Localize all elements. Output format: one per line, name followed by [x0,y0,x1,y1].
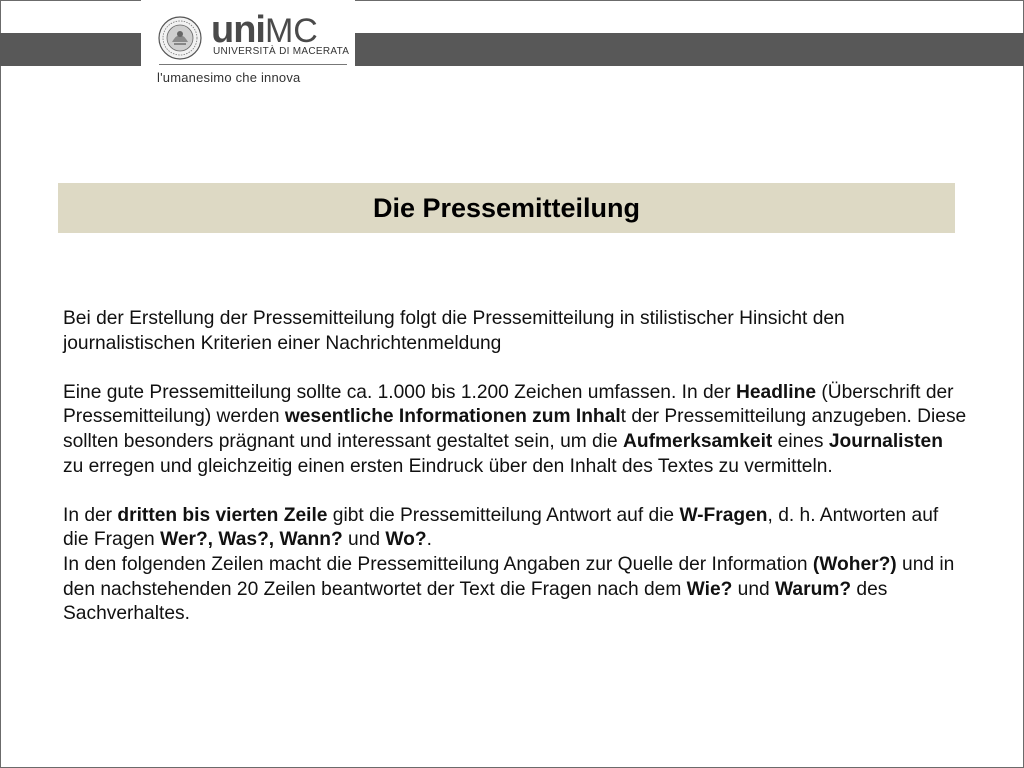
bold-run: Wo? [385,529,427,551]
paragraph-gap [63,479,968,504]
text-run: gibt die Pressemitteilung Antwort auf die [327,504,680,526]
bold-run: Warum? [775,578,852,600]
text-run: t der Pressemitteilung anzugeben. Diese sollten besonders prägnant und interessant gestaltet sein, um die [63,406,967,452]
paragraph-3 [63,504,968,553]
text-run: In der [63,504,118,526]
header-band-left [0,33,141,66]
text-run: und in den nachstehenden 20 Zeilen beantwortet der Text die Fragen nach dem [63,553,955,600]
bold-run: Wer?, Was?, Wann? [160,529,343,551]
university-seal-icon [158,16,202,60]
bold-run: W-Fragen [679,504,768,526]
bold-run: Journalisten [828,430,943,452]
paragraph-2 [63,381,968,479]
text-run: . [426,529,432,551]
bold-run: Headline [736,381,816,403]
bold-run: dritten bis vierten Zeile [117,504,328,526]
title-bar [58,183,955,233]
page-title: Die Pressemitteilung [372,192,641,223]
header-band-right [355,33,1024,66]
logo-university-name: UNIVERSITÀ DI MACERATA [213,46,350,57]
text-run: Eine gute Pressemitteilung sollte ca. 1.000 bis 1.200 Zeichen umfassen. In der [63,381,737,403]
text-run: des Sachverhaltes. [63,578,888,625]
bold-run: wesentliche Informationen zum Inhal [284,406,621,428]
logo-wordmark [211,9,318,51]
logo-brand-light: MC [264,12,318,50]
logo-brand-bold: uni [211,9,265,51]
text-run: und [732,578,776,600]
bold-run: Wie? [686,578,733,600]
text-run: , d. h. Antworten auf die Fragen [63,504,939,551]
logo-tagline: l'umanesimo che innova [157,70,301,85]
body-text [63,307,968,627]
paragraph-gap [63,356,968,381]
text-run: zu erregen und gleichzeitig einen ersten Eindruck über den Inhalt des Textes zu vermitteln. [63,455,833,477]
bold-run: Aufmerksamkeit [623,430,773,452]
paragraph-4 [63,553,968,627]
bold-run: (Woher?) [812,553,897,575]
logo-divider [159,64,347,65]
text-run: eines [772,430,829,452]
university-logo [141,0,355,92]
paragraph-1: Bei der Erstellung der Pressemitteilung folgt die Pressemitteilung in stilistischer Hinsicht den journalistischen Kriterien einer Nachrichtenmeldung [63,308,845,354]
text-run: In den folgenden Zeilen macht die Pressemitteilung Angaben zur Quelle der Information [63,553,813,575]
text-run: und [342,529,386,551]
text-run: (Überschrift der Pressemitteilung) werden [63,381,954,428]
